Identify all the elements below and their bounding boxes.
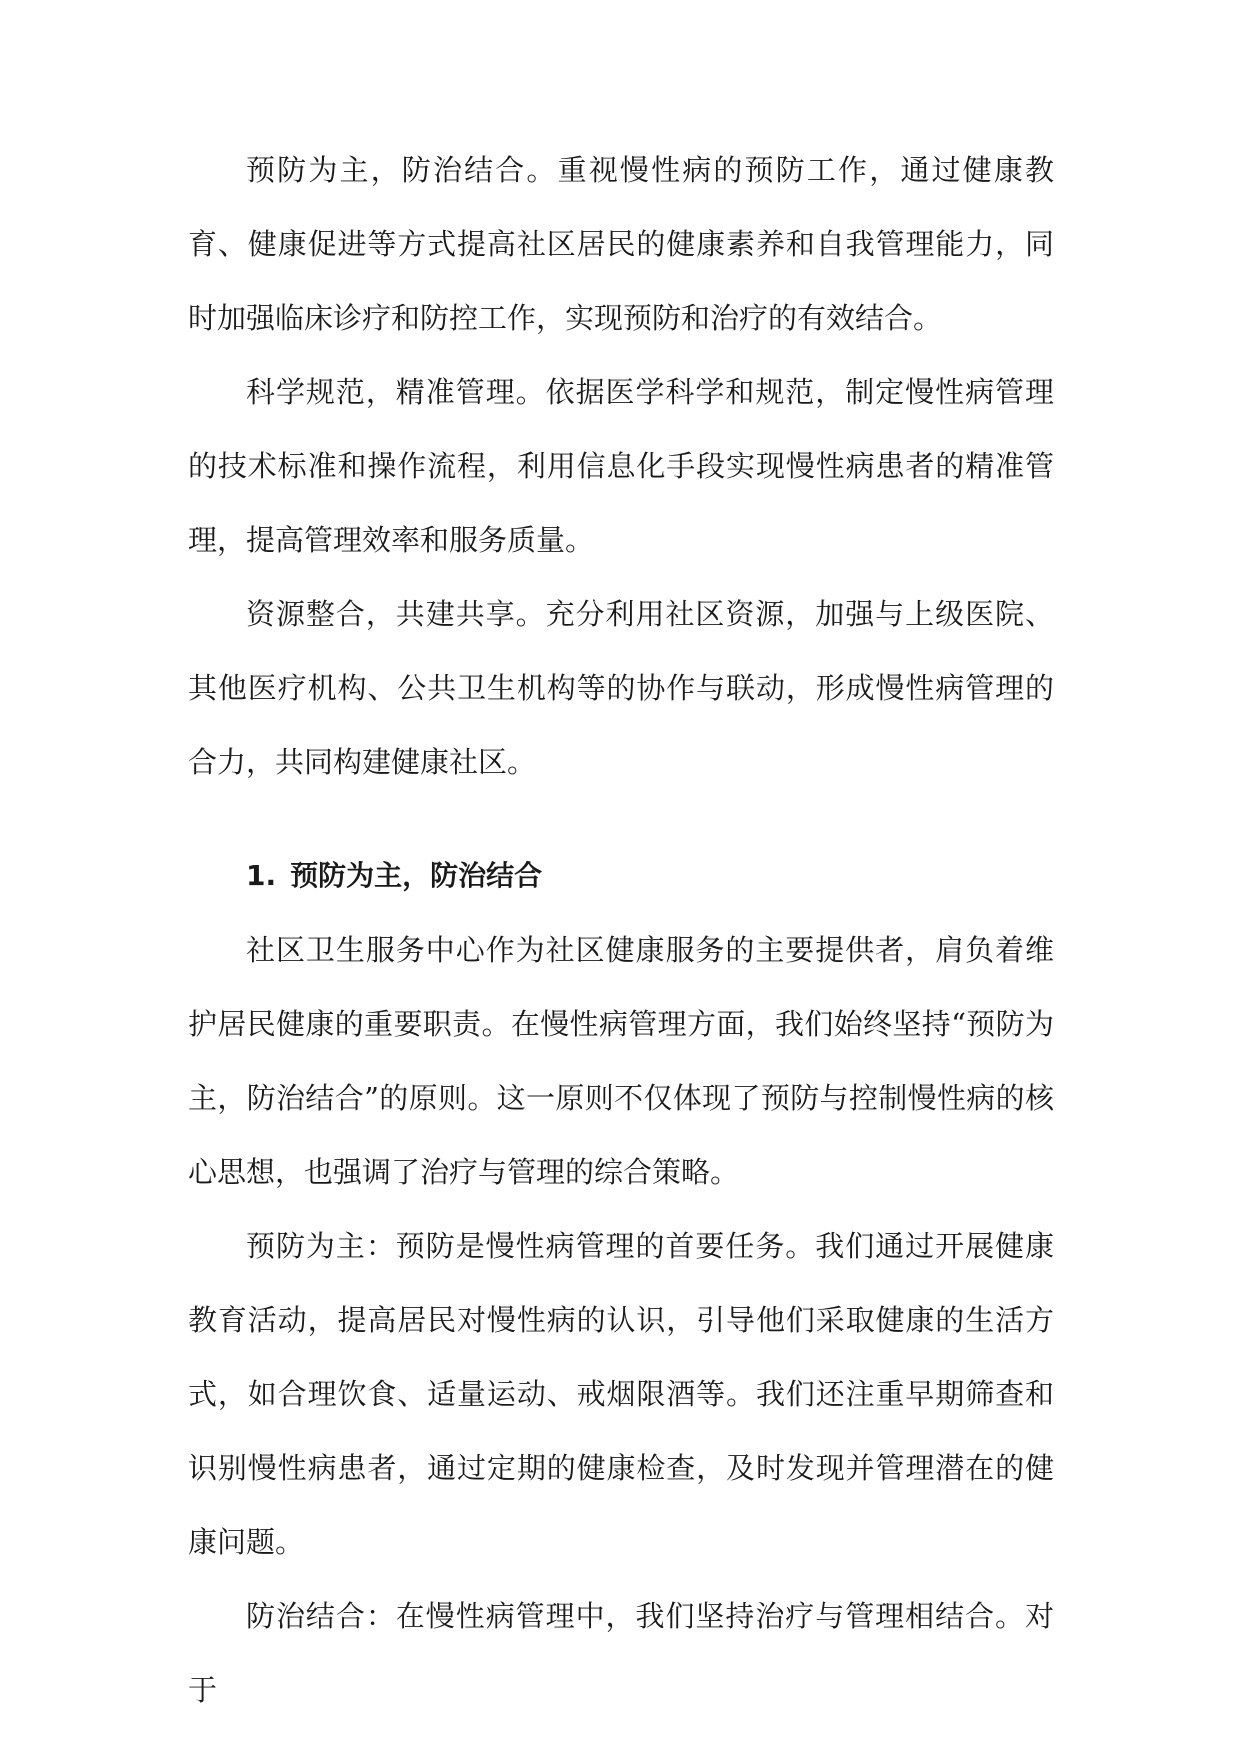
intro-paragraph-resources: 资源整合，共建共享。充分利用社区资源，加强与上级医院、其他医疗机构、公共卫生机构等的协作与联动，形成慢性病管理的合力，共同构建健康社区。 <box>188 597 1054 779</box>
intro-paragraph-science: 科学规范，精准管理。依据医学科学和规范，制定慢性病管理的技术标准和操作流程，利用信息化手段实现慢性病患者的精准管理，提高管理效率和服务质量。 <box>188 375 1054 557</box>
intro-paragraph-prevention: 预防为主，防治结合。重视慢性病的预防工作，通过健康教育、健康促进等方式提高社区居民的健康素养和自我管理能力，同时加强临床诊疗和防控工作，实现预防和治疗的有效结合。 <box>188 153 1054 335</box>
section-paragraph-overview: 社区卫生服务中心作为社区健康服务的主要提供者，肩负着维护居民健康的重要职责。在慢性病管理方面，我们始终坚持“预防为主，防治结合”的原则。这一原则不仅体现了预防与控制慢性病的核心思想，也强调了治疗与管理的综合策略。 <box>188 933 1054 1189</box>
section-number: 1. <box>246 859 277 892</box>
section-paragraph-combination: 防治结合：在慢性病管理中，我们坚持治疗与管理相结合。对于 <box>188 1599 1054 1707</box>
section-paragraph-prevention: 预防为主：预防是慢性病管理的首要任务。我们通过开展健康教育活动，提高居民对慢性病的认识，引导他们采取健康的生活方式，如合理饮食、适量运动、戒烟限酒等。我们还注重早期筛查和识别慢性病患者，通过定期的健康检查，及时发现并管理潜在的健康问题。 <box>188 1229 1054 1559</box>
section-heading <box>188 839 1054 913</box>
section-title: 预防为主，防治结合 <box>290 859 543 892</box>
document-body <box>188 133 1054 1727</box>
